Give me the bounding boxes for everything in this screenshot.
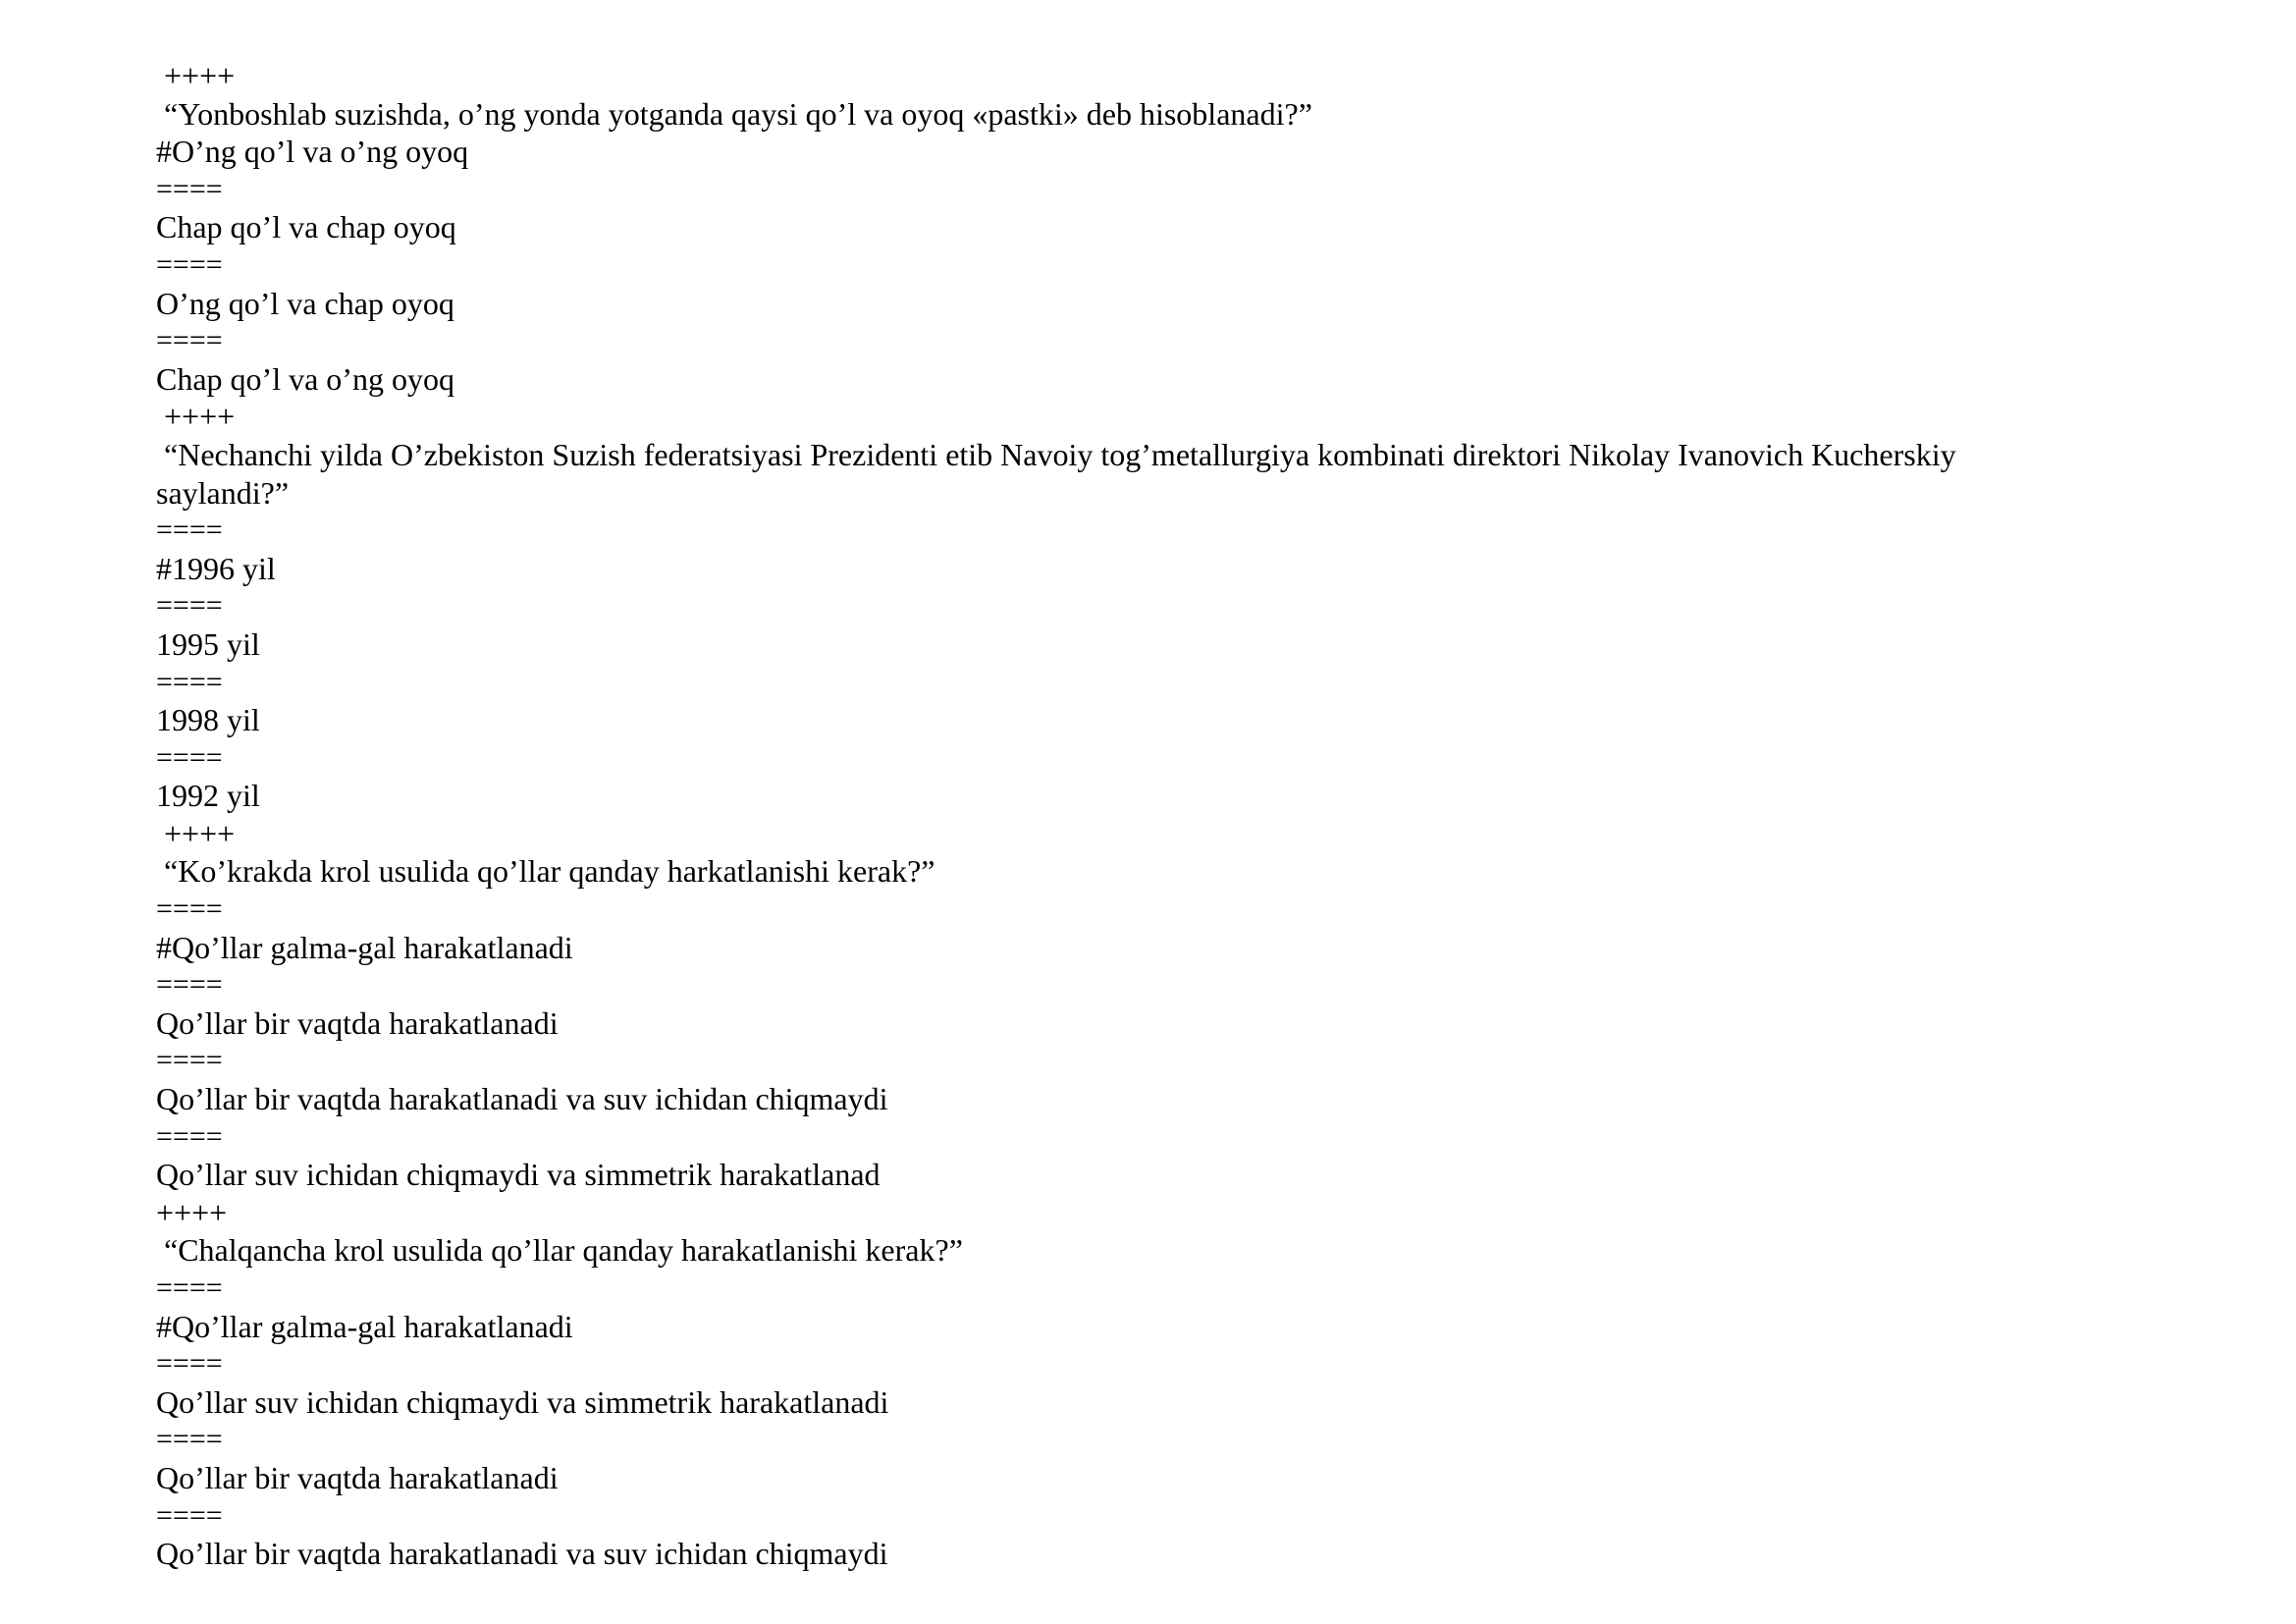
answer-option: O’ng qo’l va chap oyoq bbox=[156, 285, 454, 321]
answer-option: Qo’llar bir vaqtda harakatlanadi va suv ichidan chiqmaydi bbox=[156, 1536, 888, 1572]
answer-option: 1995 yil bbox=[156, 625, 260, 662]
separator: ==== bbox=[156, 740, 223, 774]
separator: ==== bbox=[156, 1119, 223, 1153]
question-marker: ++++ bbox=[164, 399, 236, 435]
question-text: “Chalqancha krol usulida qo’llar qanday harakatlanishi kerak?” bbox=[164, 1232, 963, 1269]
answer-option: Qo’llar bir vaqtda harakatlanadi bbox=[156, 1004, 559, 1041]
separator: ==== bbox=[156, 893, 223, 926]
document-page bbox=[156, 57, 2178, 1573]
answer-option: 1998 yil bbox=[156, 702, 260, 738]
separator: ==== bbox=[156, 665, 223, 698]
separator: ==== bbox=[156, 1347, 223, 1380]
separator: ==== bbox=[156, 324, 223, 357]
answer-option: Qo’llar bir vaqtda harakatlanadi va suv ichidan chiqmaydi bbox=[156, 1081, 888, 1117]
separator: ==== bbox=[156, 589, 223, 623]
separator: ==== bbox=[156, 514, 223, 547]
separator: ==== bbox=[156, 1044, 223, 1077]
answer-option-correct: #Qo’llar galma-gal harakatlanadi bbox=[156, 929, 573, 965]
answer-option-correct: #Qo’llar galma-gal harakatlanadi bbox=[156, 1308, 573, 1344]
question-text-line-1: “Nechanchi yilda O’zbekiston Suzish federatsiyasi Prezidenti etib Navoiy tog’metallurgiya kombinati direktori Nikolay Ivanovich Kucherskiy bbox=[164, 436, 1956, 472]
question-marker: ++++ bbox=[164, 815, 236, 851]
question-marker: ++++ bbox=[156, 1194, 228, 1230]
question-text-line-2: saylandi?” bbox=[156, 474, 290, 511]
question-text: “Yonboshlab suzishda, o’ng yonda yotganda qaysi qo’l va oyoq «pastki» deb hisoblanadi?” bbox=[164, 95, 1312, 132]
answer-option: Qo’llar suv ichidan chiqmaydi va simmetrik harakatlanad bbox=[156, 1157, 881, 1193]
question-marker: ++++ bbox=[164, 58, 236, 93]
answer-option: Qo’llar bir vaqtda harakatlanadi bbox=[156, 1459, 559, 1495]
answer-option: Chap qo’l va o’ng oyoq bbox=[156, 360, 454, 397]
question-text: “Ko’krakda krol usulida qo’llar qanday harkatlanishi kerak?” bbox=[164, 853, 935, 890]
separator: ==== bbox=[156, 247, 223, 281]
separator: ==== bbox=[156, 1423, 223, 1456]
separator: ==== bbox=[156, 1498, 223, 1532]
separator: ==== bbox=[156, 172, 223, 205]
answer-option-correct: #1996 yil bbox=[156, 550, 276, 586]
answer-option: Qo’llar suv ichidan chiqmaydi va simmetrik harakatlanadi bbox=[156, 1383, 889, 1420]
answer-option-correct: #O’ng qo’l va o’ng oyoq bbox=[156, 134, 469, 170]
answer-option: 1992 yil bbox=[156, 778, 260, 814]
answer-option: Chap qo’l va chap oyoq bbox=[156, 209, 456, 245]
separator: ==== bbox=[156, 968, 223, 1001]
separator: ==== bbox=[156, 1272, 223, 1304]
